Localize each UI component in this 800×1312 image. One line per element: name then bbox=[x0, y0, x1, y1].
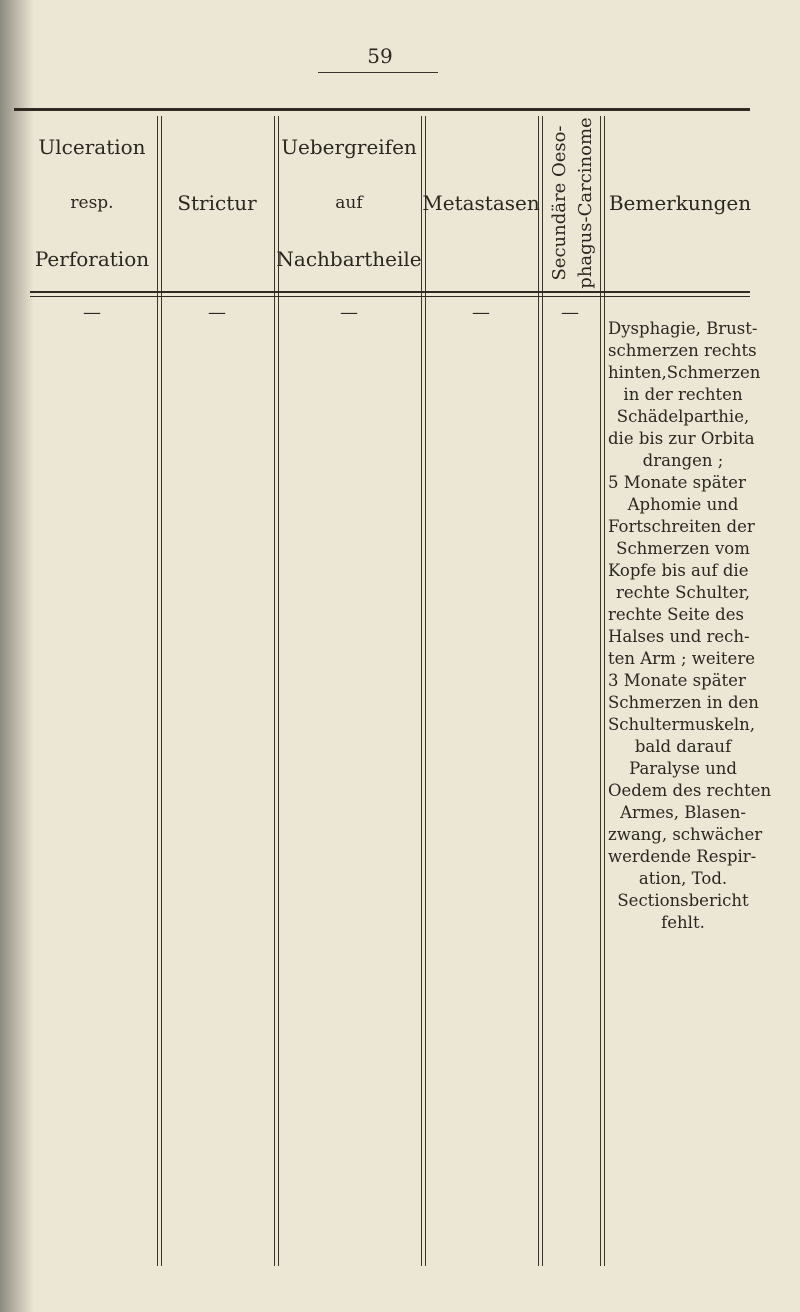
remarks-line: Halses und rech- bbox=[608, 627, 750, 646]
column-divider bbox=[600, 116, 601, 1266]
header-metastasen bbox=[422, 118, 540, 288]
remarks-line: Schädelparthie, bbox=[616, 407, 750, 426]
remarks-line: Dysphagie, Brust- bbox=[608, 319, 758, 338]
remarks-line: Schultermuskeln, bbox=[608, 715, 756, 734]
remarks-line: Aphomie und bbox=[627, 495, 739, 514]
binding-shadow bbox=[0, 0, 34, 1312]
remarks-line: Kopfe bis auf die bbox=[608, 561, 749, 580]
remarks-line: werdende Respir- bbox=[608, 847, 757, 866]
header-bottom-rule bbox=[30, 291, 750, 293]
remarks-line: Fortschreiten der bbox=[608, 517, 755, 536]
remarks-line: bald darauf bbox=[634, 737, 732, 756]
remarks-line: schmerzen rechts bbox=[608, 341, 757, 360]
remarks-line: Sectionsbericht bbox=[617, 891, 749, 910]
page-number-rule bbox=[318, 72, 438, 73]
header-ulceration bbox=[30, 118, 154, 288]
page-number: 59 bbox=[367, 44, 393, 68]
header-bottom-rule-thin bbox=[30, 296, 750, 297]
header-uebergreifen-line-2: auf bbox=[335, 193, 363, 213]
remarks-line: drangen ; bbox=[642, 451, 724, 470]
cell-strictur: — bbox=[208, 302, 226, 323]
remarks-line: hinten,Schmerzen bbox=[608, 363, 761, 382]
header-uebergreifen bbox=[276, 118, 422, 288]
header-bemerkungen-label: Bemerkungen bbox=[608, 191, 752, 215]
remarks-line: Armes, Blasen- bbox=[620, 803, 746, 822]
column-divider bbox=[274, 116, 275, 1266]
header-strictur-label: Strictur bbox=[177, 191, 257, 215]
header-metastasen-label: Metastasen bbox=[422, 191, 540, 215]
remarks-line: Schmerzen vom bbox=[616, 539, 750, 558]
remarks-line: in der rechten bbox=[623, 385, 743, 404]
header-ulceration-line-1: Ulceration bbox=[38, 135, 146, 159]
remarks-line: Paralyse und bbox=[629, 759, 737, 778]
header-bemerkungen bbox=[606, 118, 754, 288]
header-ulceration-line-2: resp. bbox=[70, 193, 114, 213]
column-divider bbox=[157, 116, 158, 1266]
remarks-line: ation, Tod. bbox=[638, 869, 728, 888]
remarks-line: zwang, schwächer bbox=[608, 825, 763, 844]
cell-bemerkungen bbox=[608, 318, 772, 934]
remarks-line: Oedem des rechten bbox=[608, 781, 772, 800]
cell-secundaere: — bbox=[561, 302, 579, 323]
header-secundaere bbox=[542, 118, 604, 288]
remarks-line: 5 Monate später bbox=[608, 473, 746, 492]
cell-uebergreifen: — bbox=[340, 302, 358, 323]
header-secundaere-line-1: Secundäre Oeso- bbox=[549, 125, 570, 281]
table-top-rule bbox=[14, 108, 750, 111]
remarks-line: rechte Seite des bbox=[608, 605, 744, 624]
cell-metastasen: — bbox=[472, 302, 490, 323]
header-ulceration-line-3: Perforation bbox=[34, 247, 150, 271]
header-strictur bbox=[162, 118, 272, 288]
remarks-line: fehlt. bbox=[661, 913, 705, 932]
column-divider bbox=[538, 116, 539, 1266]
header-uebergreifen-line-1: Uebergreifen bbox=[281, 135, 417, 159]
column-divider bbox=[421, 116, 422, 1266]
cell-ulceration: — bbox=[83, 302, 101, 323]
header-secundaere-rotated bbox=[547, 117, 599, 288]
remarks-line: die bis zur Orbita bbox=[608, 429, 755, 448]
header-secundaere-line-2: phagus-Carcinome bbox=[575, 117, 596, 289]
remarks-line: Schmerzen in den bbox=[608, 693, 759, 712]
remarks-line: rechte Schulter, bbox=[616, 583, 750, 602]
header-uebergreifen-line-3: Nachbartheile bbox=[276, 247, 422, 271]
remarks-line: ten Arm ; weitere bbox=[608, 649, 755, 668]
remarks-line: 3 Monate später bbox=[608, 671, 746, 690]
